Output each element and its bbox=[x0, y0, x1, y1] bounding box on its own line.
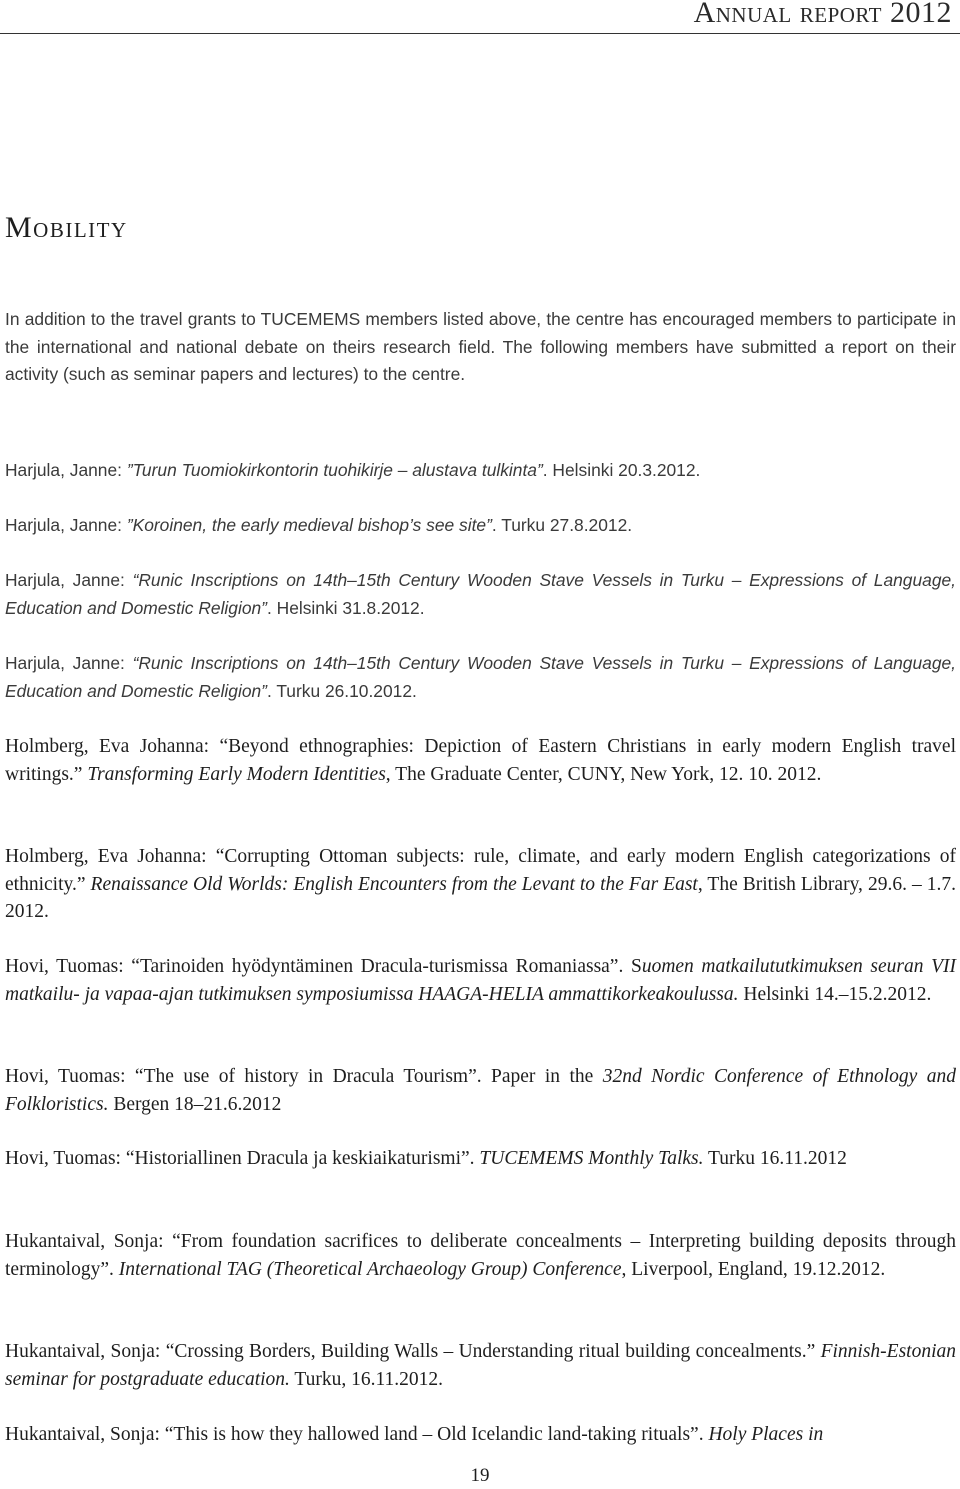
report-entry bbox=[5, 1145, 956, 1173]
entry-text: Bergen 18–21.6.2012 bbox=[108, 1093, 282, 1115]
entry-text: Hovi, Tuomas: “The use of history in Dracula Tourism”. Paper in the bbox=[5, 1066, 603, 1087]
entry-venue-title: International TAG (Theoretical Archaeology Group) Conference bbox=[118, 1258, 622, 1280]
entry-venue-title: 32nd Nordic Conference of Ethnology and Folkloristics. bbox=[5, 1066, 956, 1115]
entry-text: Harjula, Janne: bbox=[5, 515, 127, 535]
entry-text: Hukantaival, Sonja: “From foundation sacrifices to deliberate concealments – Interpreting building deposits through terminology”. bbox=[5, 1231, 956, 1280]
entry-text: . Turku 26.10.2012. bbox=[266, 680, 417, 701]
entry-text: Hovi, Tuomas: “Historiallinen Dracula ja keskiaikaturismi”. bbox=[5, 1148, 480, 1169]
entry-text: Helsinki 14.–15.2.2012. bbox=[738, 983, 932, 1005]
entry-venue-title: Renaissance Old Worlds: English Encounters from the Levant to the Far East bbox=[90, 873, 698, 895]
report-entry bbox=[5, 457, 956, 485]
report-entry bbox=[5, 953, 956, 1008]
report-entry bbox=[5, 1063, 956, 1118]
header-rule bbox=[0, 33, 960, 34]
report-entry bbox=[5, 650, 956, 705]
report-entry bbox=[5, 843, 956, 926]
entry-text: Hukantaival, Sonja: “This is how they hallowed land – Old Icelandic land-taking rituals”. bbox=[5, 1424, 709, 1445]
section-title: Mobility bbox=[5, 211, 128, 244]
entry-text: Holmberg, Eva Johanna: “Corrupting Ottoman subjects: rule, climate, and early modern English categorizations of ethnicity.” bbox=[5, 846, 956, 895]
intro-paragraph: In addition to the travel grants to TUCEMEMS members listed above, the centre has encouraged members to participate in the international and national debate on theirs research field. The following members have submitted a report on their activity (such as seminar papers and lectures) to the centre. bbox=[5, 309, 956, 384]
entry-text: , The British Library, 29.6. – 1.7. 2012. bbox=[5, 873, 957, 922]
entry-venue-title: Transforming Early Modern Identities bbox=[87, 763, 386, 785]
entry-text: . Turku 27.8.2012. bbox=[491, 515, 633, 535]
entry-venue-title: Holy Places in bbox=[708, 1424, 824, 1445]
entry-venue-title: ”Koroinen, the early medieval bishop’s see site” bbox=[126, 515, 492, 535]
report-entry bbox=[5, 512, 956, 540]
entry-text: Turku, 16.11.2012. bbox=[289, 1368, 444, 1390]
entry-text: , Liverpool, England, 19.12.2012. bbox=[621, 1258, 886, 1280]
page-number: 19 bbox=[470, 1465, 490, 1486]
running-header: Annual report 2012 bbox=[693, 0, 952, 29]
report-entry bbox=[5, 567, 956, 622]
report-entry bbox=[5, 733, 956, 788]
entry-text: Harjula, Janne: bbox=[5, 460, 127, 480]
entry-text: Harjula, Janne: bbox=[5, 653, 133, 673]
entry-venue-title: TUCEMEMS Monthly Talks. bbox=[479, 1148, 704, 1169]
entry-venue-title: uomen matkailututkimuksen seuran VII matkailu- ja vapaa-ajan tutkimuksen symposiumissa HAAGA-HELIA ammattikorkeakoulussa. bbox=[5, 956, 956, 1005]
entry-text: Hukantaival, Sonja: “Crossing Borders, Building Walls – Understanding ritual building concealments.” bbox=[5, 1341, 821, 1362]
entry-venue-title: ”Turun Tuomiokirkontorin tuohikirje – alustava tulkinta” bbox=[126, 460, 543, 480]
entry-text: Harjula, Janne: bbox=[5, 570, 133, 590]
entry-text: Hovi, Tuomas: “Tarinoiden hyödyntäminen Dracula-turismissa Romaniassa”. S bbox=[5, 956, 642, 977]
entry-venue-title: “Runic Inscriptions on 14th–15th Century Wooden Stave Vessels in Turku – Expressions of Language, Education and Domestic Religion” bbox=[5, 570, 956, 618]
entry-venue-title: Finnish-Estonian seminar for postgraduate education. bbox=[5, 1341, 956, 1390]
report-entry bbox=[5, 1421, 956, 1449]
entry-text: , The Graduate Center, CUNY, New York, 12. 10. 2012. bbox=[385, 763, 822, 785]
entry-text: Holmberg, Eva Johanna: “Beyond ethnographies: Depiction of Eastern Christians in early modern English travel writings.” bbox=[5, 736, 956, 785]
entry-text: . Helsinki 31.8.2012. bbox=[266, 597, 425, 618]
entry-venue-title: “Runic Inscriptions on 14th–15th Century Wooden Stave Vessels in Turku – Expressions of Language, Education and Domestic Religion” bbox=[5, 653, 956, 701]
report-entry bbox=[5, 1228, 956, 1283]
report-entry bbox=[5, 1338, 956, 1393]
entry-text: Turku 16.11.2012 bbox=[703, 1148, 847, 1169]
entry-text: . Helsinki 20.3.2012. bbox=[542, 460, 701, 480]
